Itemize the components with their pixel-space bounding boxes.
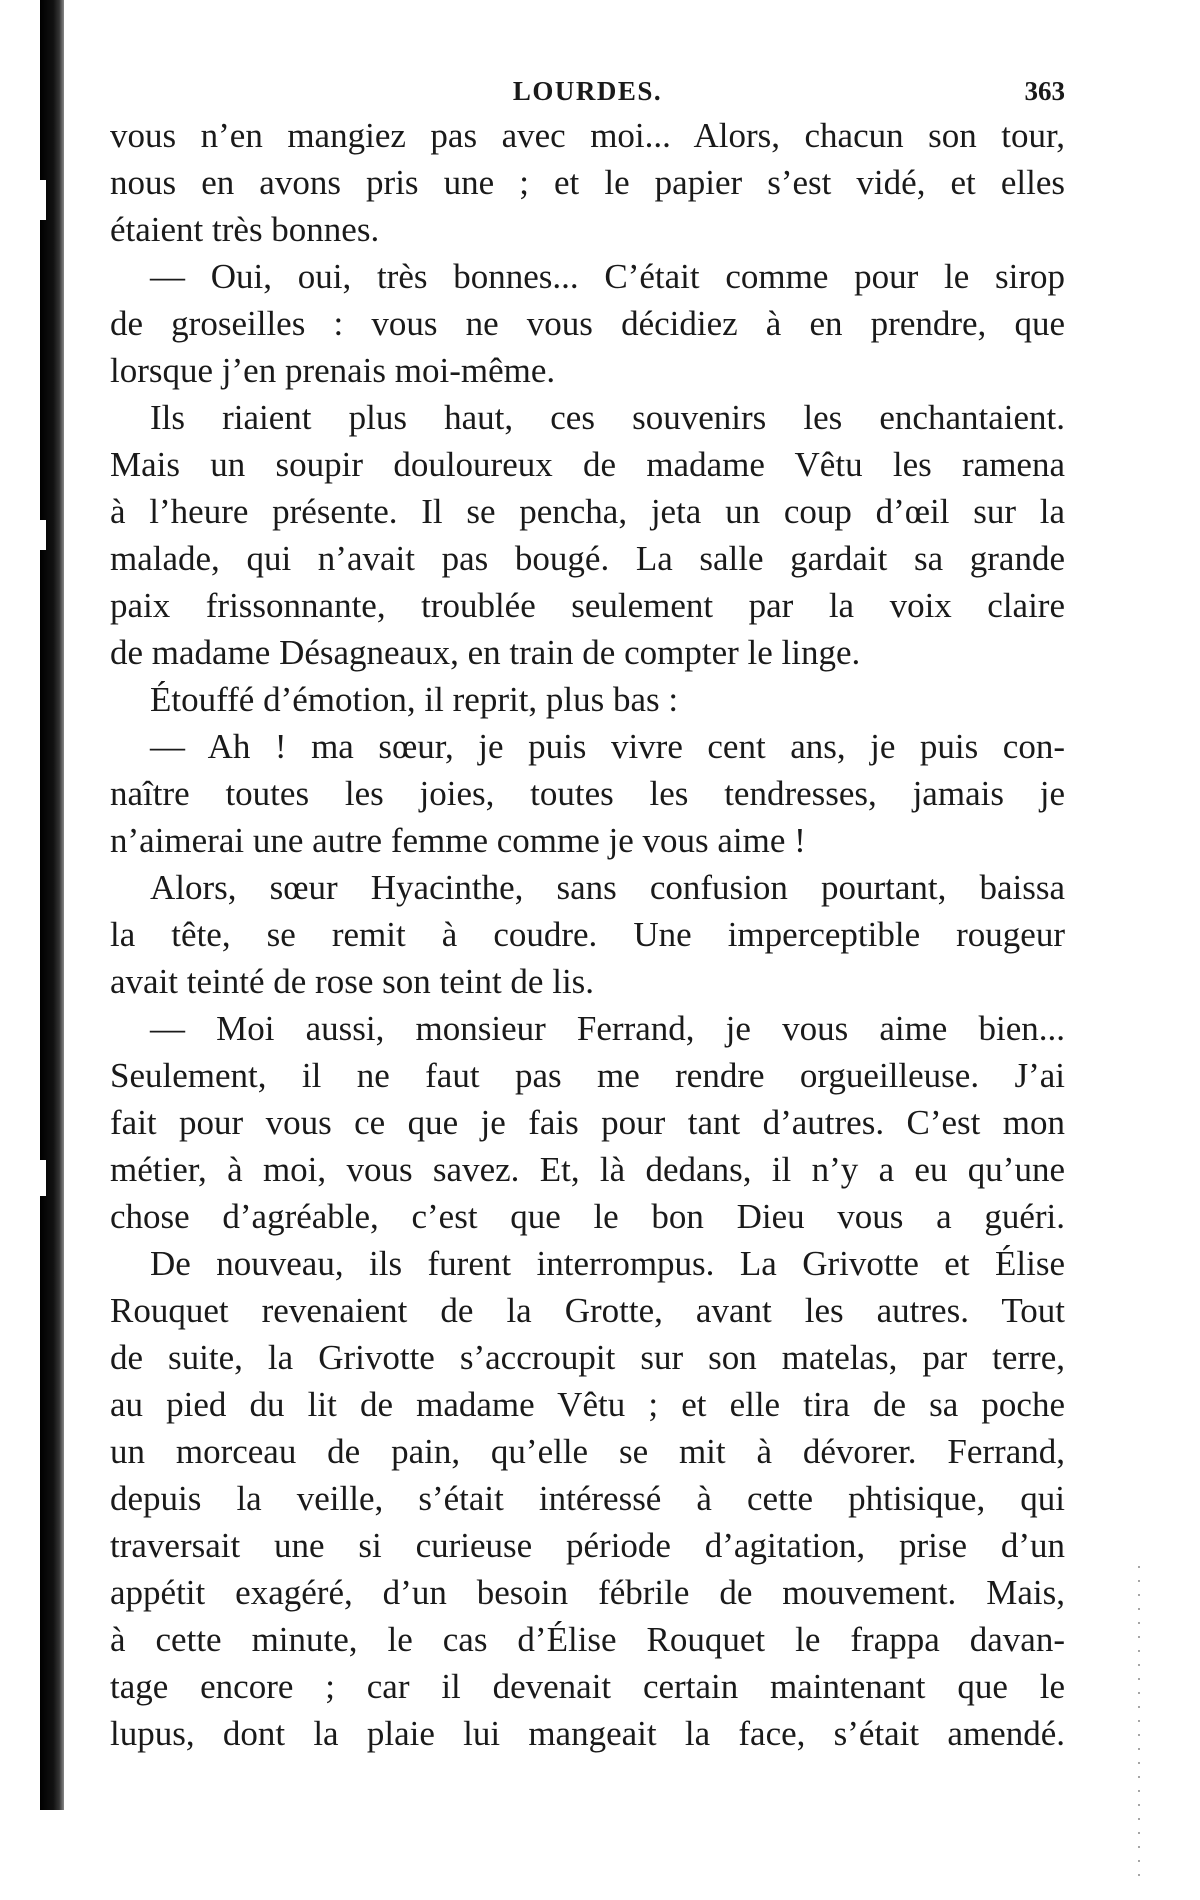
text-line: naître toutes les joies, toutes les tendresses, jamais je [110,774,1065,813]
text-line: malade, qui n’avait pas bougé. La salle gardait sa grande [110,539,1065,578]
text-line: depuis la veille, s’était intéressé à cette phtisique, qui [110,1479,1065,1518]
text-line: — Oui, oui, très bonnes... C’était comme pour le sirop [150,257,1065,296]
text-line: paix frissonnante, troublée seulement par la voix claire [110,586,1065,625]
binding-notch [40,1160,46,1196]
text-line: Seulement, il ne faut pas me rendre orgueilleuse. J’ai [110,1056,1065,1095]
book-page [110,68,1065,1757]
text-line: fait pour vous ce que je fais pour tant d’autres. C’est mon [110,1103,1065,1142]
binding-notch [40,520,46,550]
text-line: nous en avons pris une ; et le papier s’est vidé, et elles [110,163,1065,202]
text-line: étaient très bonnes. [110,210,380,249]
text-line: traversait une si curieuse période d’agitation, prise d’un [110,1526,1065,1565]
page-number: 363 [1024,76,1065,106]
page-header [110,68,1065,112]
body-text [110,112,1065,1757]
text-line: au pied du lit de madame Vêtu ; et elle tira de sa poche [110,1385,1065,1424]
text-line: chose d’agréable, c’est que le bon Dieu vous a guéri. [110,1197,1065,1236]
text-line: métier, à moi, vous savez. Et, là dedans, il n’y a eu qu’une [110,1150,1065,1189]
text-line: lupus, dont la plaie lui mangeait la face, s’était amendé. [110,1714,1065,1753]
running-title: LOURDES. [512,76,663,106]
text-line: appétit exagéré, d’un besoin fébrile de mouvement. Mais, [110,1573,1065,1612]
text-line: vous n’en mangiez pas avec moi... Alors, chacun son tour, [110,116,1065,155]
text-line: — Ah ! ma sœur, je puis vivre cent ans, je puis con- [150,727,1065,766]
text-line: Rouquet revenaient de la Grotte, avant les autres. Tout [110,1291,1065,1330]
text-line: de groseilles : vous ne vous décidiez à en prendre, que [110,304,1065,343]
margin-dots [1138,1560,1140,1880]
text-line: lorsque j’en prenais moi-même. [110,351,556,390]
text-line: Alors, sœur Hyacinthe, sans confusion pourtant, baissa [150,868,1065,907]
text-line: à l’heure présente. Il se pencha, jeta un coup d’œil sur la [110,492,1065,531]
text-line: de madame Désagneaux, en train de compter le linge. [110,633,861,672]
text-line: De nouveau, ils furent interrompus. La Grivotte et Élise [150,1244,1065,1283]
text-line: de suite, la Grivotte s’accroupit sur son matelas, par terre, [110,1338,1065,1377]
binding-notch [40,180,46,220]
text-line: — Moi aussi, monsieur Ferrand, je vous aime bien... [150,1009,1065,1048]
text-line: un morceau de pain, qu’elle se mit à dévorer. Ferrand, [110,1432,1065,1471]
text-line: Étouffé d’émotion, il reprit, plus bas : [150,680,679,719]
text-line: Ils riaient plus haut, ces souvenirs les enchantaient. [150,398,1065,437]
binding-edge [40,0,64,1810]
text-line: avait teinté de rose son teint de lis. [110,962,595,1001]
text-line: Mais un soupir douloureux de madame Vêtu les ramena [110,445,1065,484]
text-line: n’aimerai une autre femme comme je vous aime ! [110,821,806,860]
text-line: la tête, se remit à coudre. Une imperceptible rougeur [110,915,1065,954]
text-line: tage encore ; car il devenait certain maintenant que le [110,1667,1065,1706]
text-line: à cette minute, le cas d’Élise Rouquet le frappa davan- [110,1620,1065,1659]
